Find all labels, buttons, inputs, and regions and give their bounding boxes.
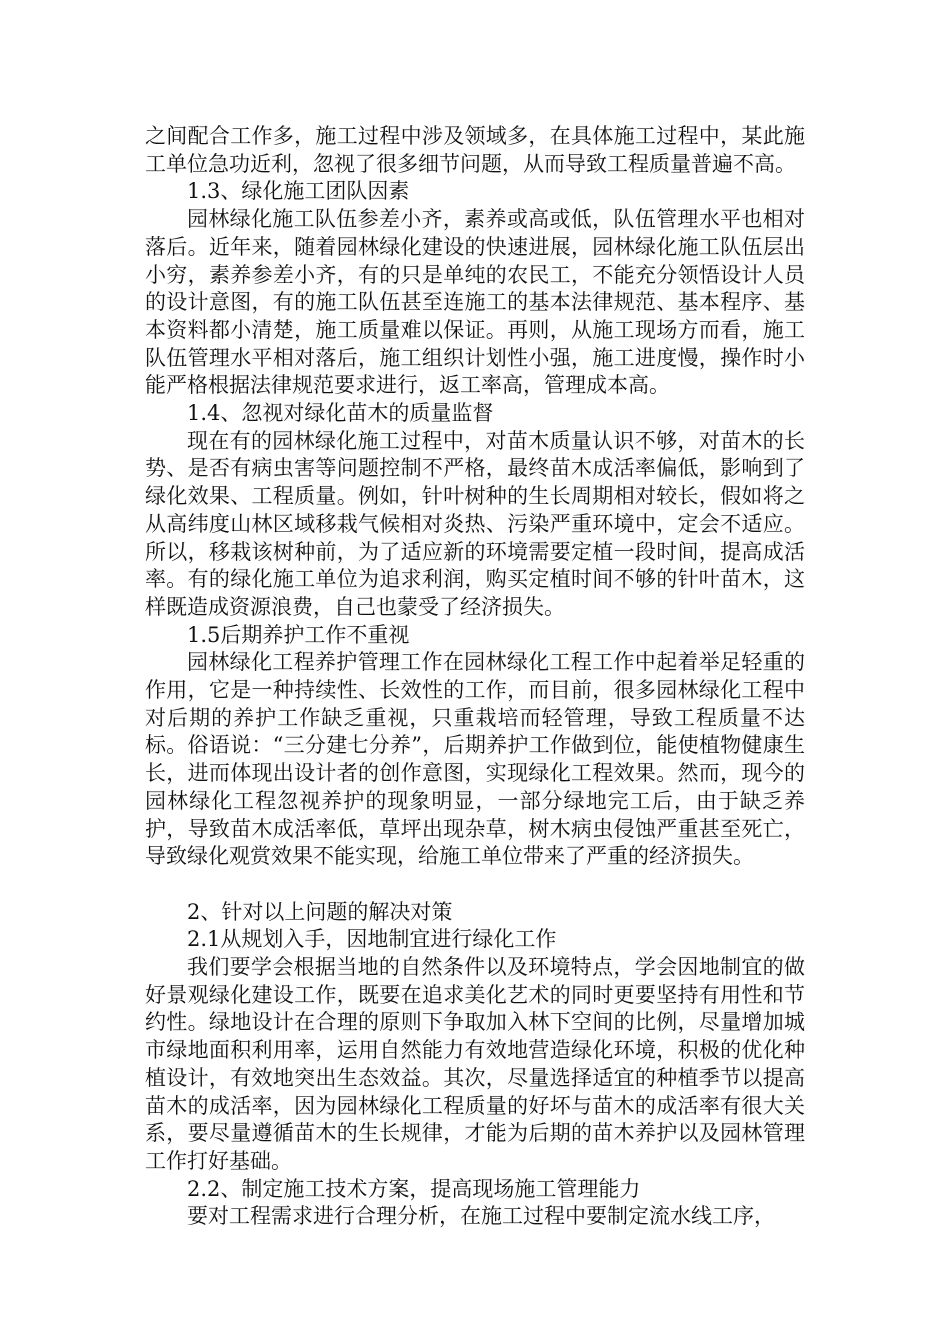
paragraph-planning: 我们要学会根据当地的自然条件以及环境特点，学会因地制宜的做好景观绿化建设工作，既要在追求美化艺术的同时更要坚持有用性和节约性。绿地设计在合理的原则下争取加入林下空间的比例，尽量增加城市绿地面积利用率，运用自然能力有效地营造绿化环境，积极的优化种植设计，有效地突出生态效益。其次，尽量选择适宜的种植季节以提高苗木的成活率，因为园林绿化工程质量的好坏与苗木的成活率有很大关系，要尽量遵循苗木的生长规律，才能为后期的苗木养护以及园林管理工作打好基础。 <box>145 955 805 1173</box>
paragraph-team-factors: 园林绿化施工队伍参差小齐，素养或高或低，队伍管理水平也相对落后。近年来，随着园林绿化建设的快速进展，园林绿化施工队伍层出小穷，素养参差小齐，有的只是单纯的农民工，不能充分领悟设计人员的设计意图，有的施工队伍甚至连施工的基本法律规范、基本程序、基本资料都小清楚，施工质量难以保证。再则，从施工现场方而看，施工队伍管理水平相对落后，施工组织计划性小强，施工进度慢，操作时小能严格根据法律规范要求进行，返工率高，管理成本高。 <box>145 207 805 398</box>
document-page <box>145 123 805 1231</box>
section-heading-2: 2、针对以上问题的解决对策 <box>187 899 453 924</box>
section-heading-1-5: 1.5后期养护工作不重视 <box>187 622 410 647</box>
section-heading-1-4: 1.4、忽视对绿化苗木的质量监督 <box>187 401 494 426</box>
section-heading-2-1: 2.1从规划入手，因地制宜进行绿化工作 <box>187 927 557 952</box>
section-heading-1-3: 1.3、绿化施工团队因素 <box>187 179 410 204</box>
paragraph-technical-plan: 要对工程需求进行合理分析，在施工过程中要制定流水线工序， <box>187 1204 775 1229</box>
paragraph-continued: 之间配合工作多，施工过程中涉及领域多，在具体施工过程中，某此施工单位急功近利，忽视了很多细节问题，从而导致工程质量普遍不高。 <box>145 124 805 176</box>
paragraph-seedling-quality: 现在有的园林绿化施工过程中，对苗木质量认识不够，对苗木的长势、是否有病虫害等问题控制不严格，最终苗木成活率偏低，影响到了绿化效果、工程质量。例如，针叶树种的生长周期相对较长，假如将之从高纬度山林区域移栽气候相对炎热、污染严重环境中，定会不适应。所以，移栽该树种前，为了适应新的环境需要定植一段时间，提高成活率。有的绿化施工单位为追求利润，购买定植时间不够的针叶苗木，这样既造成资源浪费，自己也蒙受了经济损失。 <box>145 428 805 619</box>
section-heading-2-2: 2.2、制定施工技术方案，提高现场施工管理能力 <box>187 1176 641 1201</box>
paragraph-maintenance: 园林绿化工程养护管理工作在园林绿化工程工作中起着举足轻重的作用，它是一种持续性、长效性的工作，而目前，很多园林绿化工程中对后期的养护工作缺乏重视，只重栽培而轻管理，导致工程质量不达标。俗语说：“三分建七分养”，后期养护工作做到位，能使植物健康生长，进而体现出设计者的创作意图，实现绿化工程效果。然而，现今的园林绿化工程忽视养护的现象明显，一部分绿地完工后，由于缺乏养护，导致苗木成活率低，草坪出现杂草，树木病虫侵蚀严重甚至死亡，导致绿化观赏效果不能实现，给施工单位带来了严重的经济损失。 <box>145 650 805 869</box>
blank-line <box>145 871 805 899</box>
